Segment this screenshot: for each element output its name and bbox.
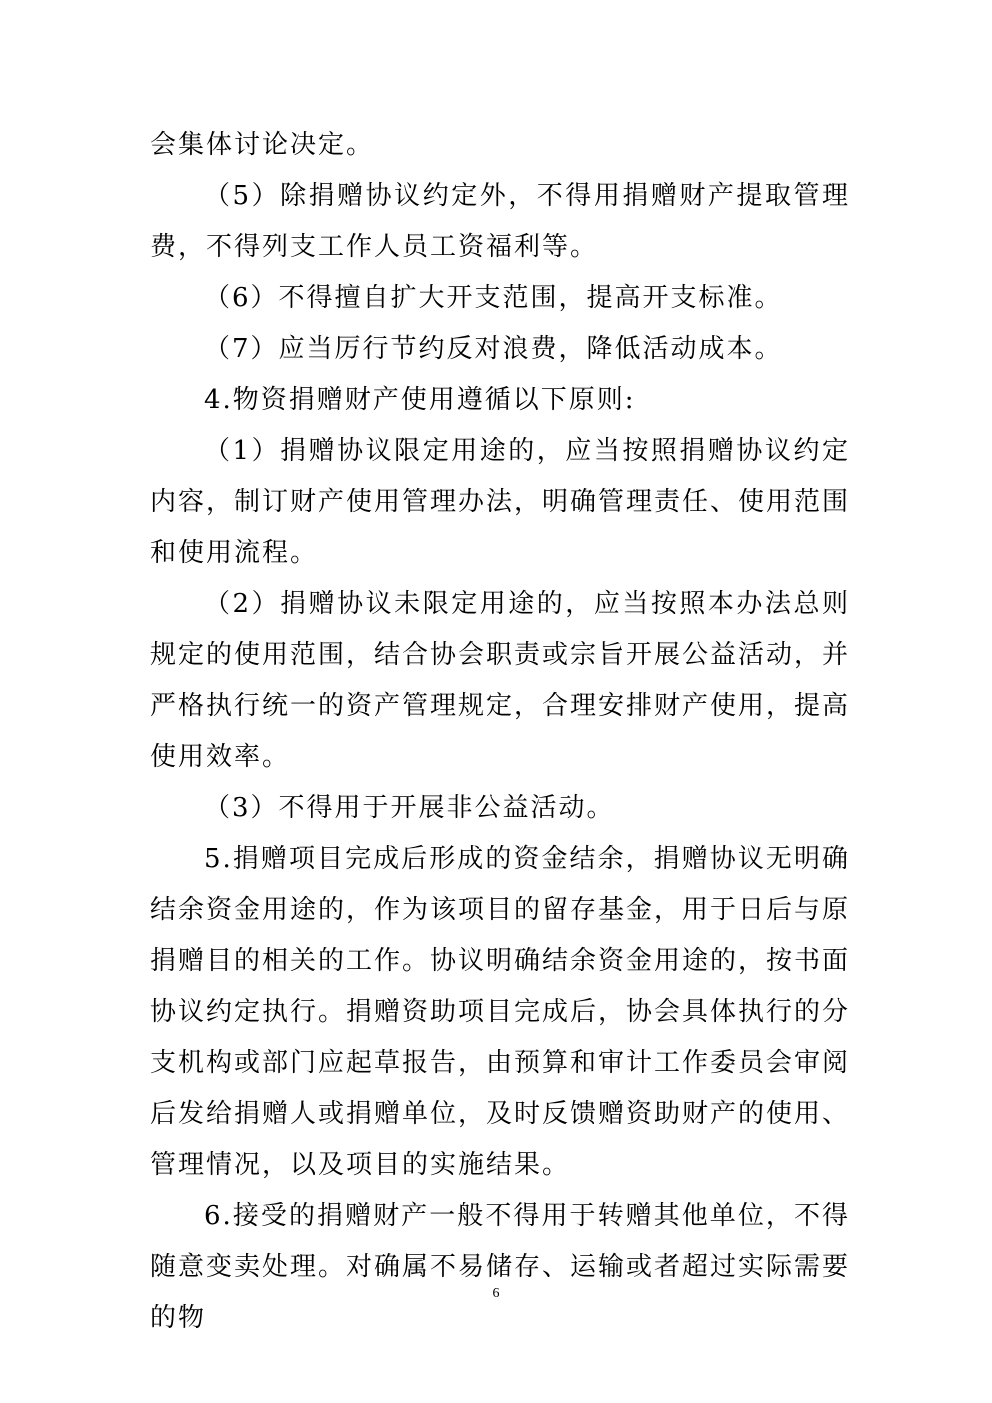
- paragraph-section-5: 5.捐赠项目完成后形成的资金结余，捐赠协议无明确结余资金用途的，作为该项目的留存基金，用于日后与原捐赠目的相关的工作。协议明确结余资金用途的，按书面协议约定执行。捐赠资助项目完成后，协会具体执行的分支机构或部门应起草报告，由预算和审计工作委员会审阅后发给捐赠人或捐赠单位，及时反馈赠资助财产的使用、管理情况，以及项目的实施结果。: [150, 844, 851, 1180]
- body-text: [150, 120, 850, 1344]
- paragraph-item-5: （5）除捐赠协议约定外，不得用捐赠财产提取管理费，不得列支工作人员工资福利等。: [150, 181, 850, 262]
- paragraph-section-4-item-2: （2）捐赠协议未限定用途的，应当按照本办法总则规定的使用范围，结合协会职责或宗旨开展公益活动，并严格执行统一的资产管理规定，合理安排财产使用，提高使用效率。: [150, 589, 851, 772]
- paragraph-item-6: （6）不得擅自扩大开支范围，提高开支标准。: [204, 283, 783, 313]
- paragraph-section-4: 4.物资捐赠财产使用遵循以下原则:: [204, 385, 636, 415]
- paragraph-section-6: 6.接受的捐赠财产一般不得用于转赠其他单位，不得随意变卖处理。对确属不易储存、运输或者超过实际需要的物: [150, 1201, 851, 1333]
- paragraph-item-7: （7）应当厉行节约反对浪费，降低活动成本。: [204, 334, 783, 364]
- page-number: 6: [492, 1286, 500, 1301]
- paragraph-section-4-item-3: （3）不得用于开展非公益活动。: [204, 793, 615, 823]
- paragraph-continuation: 会集体讨论决定。: [150, 130, 375, 160]
- paragraph-section-4-item-1: （1）捐赠协议限定用途的，应当按照捐赠协议约定内容，制订财产使用管理办法，明确管理责任、使用范围和使用流程。: [150, 436, 851, 568]
